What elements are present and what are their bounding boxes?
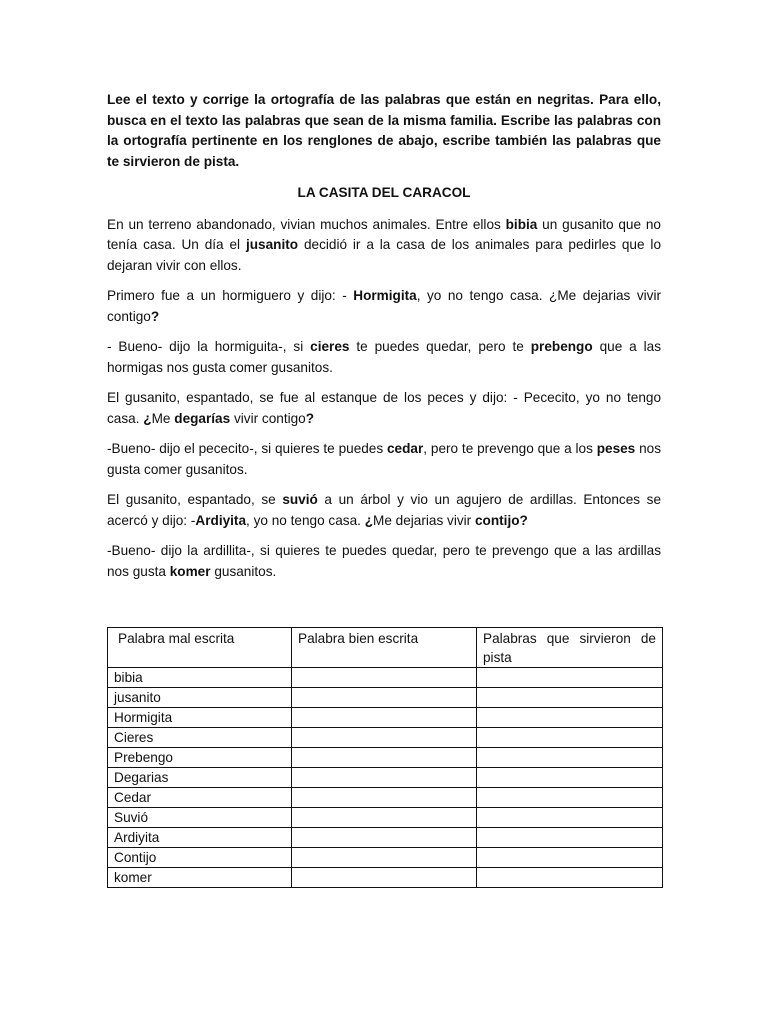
misspelled-word: Hormigita <box>353 288 417 303</box>
table-header-row <box>108 628 663 668</box>
text-run: , yo no tengo casa. ¿Me dejarias vivir contigo <box>107 288 661 324</box>
bold-punctuation: ? <box>150 308 160 324</box>
clue-words-cell[interactable] <box>477 788 663 808</box>
text-run: nos gusta comer gusanitos. <box>107 441 661 477</box>
misspelled-word-cell: Ardiyita <box>108 828 292 848</box>
clue-words-cell[interactable] <box>477 728 663 748</box>
header-clue-words <box>477 628 663 668</box>
bold-punctuation: ¿ <box>364 512 373 528</box>
misspelled-word-cell: Cedar <box>108 788 292 808</box>
bold-punctuation: ? <box>305 410 315 426</box>
table-row <box>108 668 663 688</box>
misspelled-word-cell: Hormigita <box>108 708 292 728</box>
misspelled-word-cell: Prebengo <box>108 748 292 768</box>
story-paragraph-7 <box>107 541 661 582</box>
story-paragraph-4 <box>107 388 661 429</box>
table-row <box>108 748 663 768</box>
misspelled-word: peses <box>596 441 636 456</box>
correct-word-cell[interactable] <box>292 828 477 848</box>
table-row <box>108 688 663 708</box>
correction-table <box>107 627 663 888</box>
misspelled-word-cell: Cieres <box>108 728 292 748</box>
correct-word-cell[interactable] <box>292 728 477 748</box>
correct-word-cell[interactable] <box>292 868 477 888</box>
misspelled-word: suvió <box>282 492 318 507</box>
text-run: El gusanito, espantado, se <box>107 492 283 507</box>
worksheet-content <box>107 90 661 592</box>
correct-word-cell[interactable] <box>292 768 477 788</box>
story-paragraph-1 <box>107 215 661 277</box>
text-run: vivir contigo <box>230 410 306 426</box>
correct-word-cell[interactable] <box>292 808 477 828</box>
misspelled-word-cell: Contijo <box>108 848 292 868</box>
clue-words-cell[interactable] <box>477 668 663 688</box>
text-run: Me <box>151 410 175 426</box>
clue-words-cell[interactable] <box>477 688 663 708</box>
clue-words-cell[interactable] <box>477 828 663 848</box>
misspelled-word-cell: Suvió <box>108 808 292 828</box>
text-run: a un árbol y vio un agujero de ardillas. Entonces se acercó y dijo: - <box>107 492 662 528</box>
misspelled-word: jusanito <box>245 237 299 252</box>
story-paragraph-5 <box>107 439 661 480</box>
bold-punctuation: ¿ <box>143 410 152 426</box>
table-row <box>108 788 663 808</box>
story-paragraph-6 <box>107 490 661 531</box>
clue-words-cell[interactable] <box>477 748 663 768</box>
text-run: te puedes quedar, pero te <box>349 339 531 354</box>
text-run: - Bueno- dijo la hormiguita-, si <box>107 339 311 354</box>
correct-word-cell[interactable] <box>292 668 477 688</box>
header-clue-words-line2: pista <box>483 650 512 665</box>
correct-word-cell[interactable] <box>292 788 477 808</box>
misspelled-word: Ardiyita <box>195 512 247 528</box>
table-body <box>108 668 663 888</box>
clue-words-cell[interactable] <box>477 808 663 828</box>
text-run: En un terreno abandonado, vivian muchos animales. Entre ellos <box>107 216 506 232</box>
correct-word-cell[interactable] <box>292 688 477 708</box>
misspelled-word: contijo? <box>474 512 528 528</box>
table-row <box>108 728 663 748</box>
misspelled-word: prebengo <box>530 339 593 354</box>
misspelled-word: bibia <box>505 216 538 232</box>
text-run: un gusanito que no tenía casa. Un día el <box>107 216 661 252</box>
header-misspelled-word: Palabra mal escrita <box>108 628 292 668</box>
table-row <box>108 708 663 728</box>
clue-words-cell[interactable] <box>477 868 663 888</box>
text-run: -Bueno- dijo el pececito-, si quieres te puedes <box>107 441 387 456</box>
misspelled-word-cell: Degarias <box>108 768 292 788</box>
text-run: Primero fue a un hormiguero y dijo: - <box>107 288 354 303</box>
clue-words-cell[interactable] <box>477 768 663 788</box>
misspelled-word-cell: jusanito <box>108 688 292 708</box>
text-run: -Bueno- dijo la ardillita-, si quieres te puedes quedar, pero te prevengo que a las ardillas nos gusta <box>107 543 661 579</box>
table-row <box>108 868 663 888</box>
misspelled-word-cell: komer <box>108 868 292 888</box>
story-title: LA CASITA DEL CARACOL <box>297 185 471 200</box>
text-run: gusanitos. <box>210 563 277 579</box>
misspelled-word-cell: bibia <box>108 668 292 688</box>
text-run: , yo no tengo casa. <box>246 512 365 528</box>
header-clue-words-line1: Palabras que sirvieron de <box>483 631 656 646</box>
table-row <box>108 828 663 848</box>
story-paragraph-3 <box>107 337 661 378</box>
text-run: El gusanito, espantado, se fue al estanque de los peces y dijo: - Pececito, yo no tengo casa. <box>107 390 661 426</box>
correct-word-cell[interactable] <box>292 848 477 868</box>
text-run: que a las hormigas nos gusta comer gusanitos. <box>107 339 662 375</box>
header-correct-word: Palabra bien escrita <box>292 628 477 668</box>
correct-word-cell[interactable] <box>292 748 477 768</box>
correct-word-cell[interactable] <box>292 708 477 728</box>
misspelled-word: cedar <box>387 441 424 456</box>
table-row <box>108 808 663 828</box>
misspelled-word: komer <box>169 563 211 579</box>
clue-words-cell[interactable] <box>477 708 663 728</box>
text-run: Me dejarias vivir <box>373 512 475 528</box>
story-paragraph-2 <box>107 286 661 327</box>
clue-words-cell[interactable] <box>477 848 663 868</box>
text-run: decidió ir a la casa de los animales para pedirles que lo dejaran vivir con ellos. <box>107 237 661 273</box>
table-row <box>108 768 663 788</box>
misspelled-word: degarías <box>174 410 231 426</box>
text-run: , pero te prevengo que a los <box>423 441 597 456</box>
instructions-text: Lee el texto y corrige la ortografía de las palabras que están en negritas. Para ello, busca en el texto las palabras que sean de la misma familia. Escribe las palabras con la ortografía pertinente en los renglones de abajo, escribe también las palabras que te sirvieron de pista. <box>107 92 661 169</box>
table-row <box>108 848 663 868</box>
misspelled-word: cieres <box>310 339 350 354</box>
